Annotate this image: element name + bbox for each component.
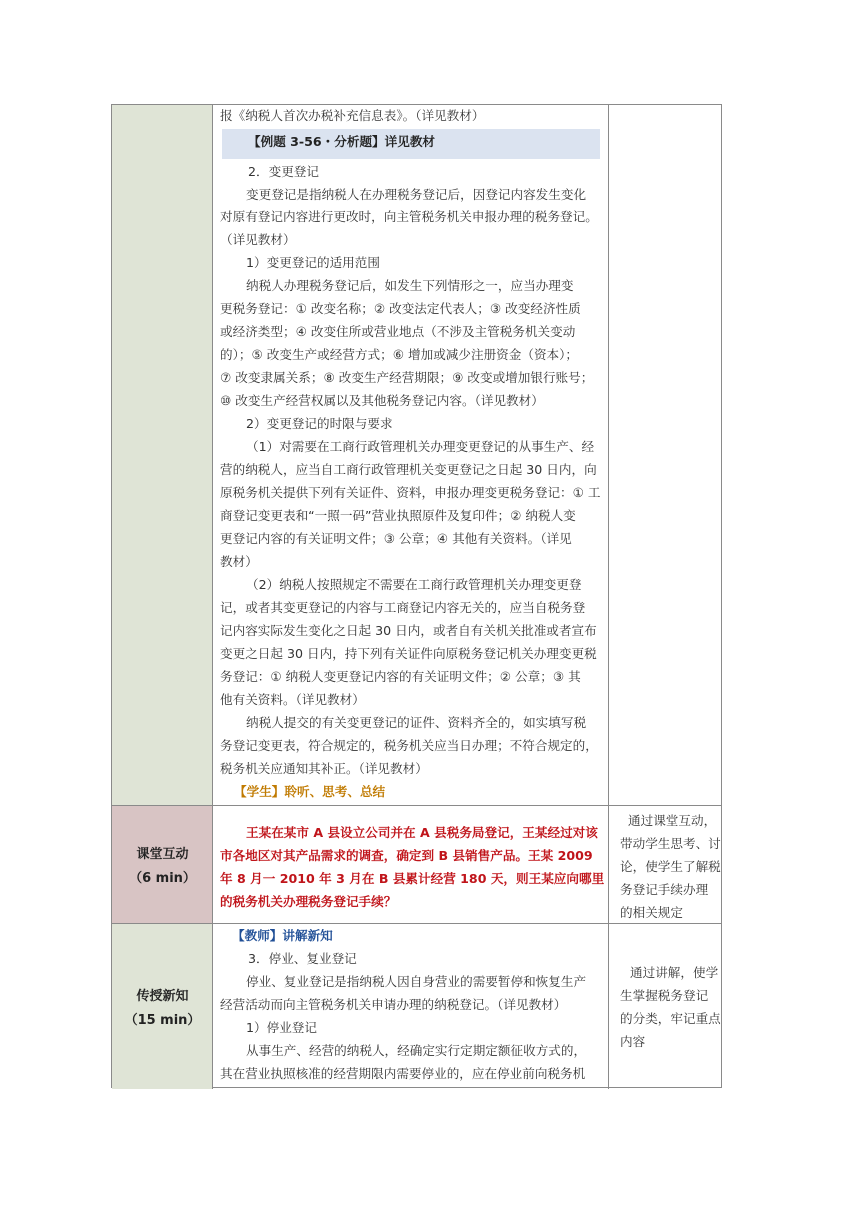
interaction-duration: （6 min）: [129, 871, 196, 886]
teaching-purpose-line: 内容: [620, 1034, 646, 1049]
content-line: 教材）: [220, 554, 258, 569]
content-line: 纳税人办理税务登记后，如发生下列情形之一，应当办理变: [246, 278, 574, 293]
content-line: 报《纳税人首次办税补充信息表》。（详见教材）: [220, 108, 485, 123]
row-label-cell: [112, 105, 213, 805]
student-note: 【学生】聆听、思考、总结: [234, 784, 386, 799]
teaching-line: 其在营业执照核准的经营期限内需要停业的，应在停业前向税务机: [220, 1066, 586, 1081]
content-line: 2．变更登记: [248, 164, 319, 179]
question-line: 年 8 月一 2010 年 3 月在 B 县累计经营 180 天，则王某应向哪里: [220, 871, 605, 886]
content-line: （详见教材）: [220, 232, 296, 247]
interaction-label: 课堂互动: [136, 847, 189, 862]
content-line: （1）对需要在工商行政管理机关办理变更登记的从事生产、经: [246, 439, 595, 454]
teaching-duration: （15 min）: [124, 1013, 201, 1028]
content-line: 对原有登记内容进行更改时，向主管税务机关申报办理的税务登记。: [220, 209, 598, 224]
purpose-cell: [609, 105, 721, 805]
content-line: 或经济类型；④ 改变住所或营业地点（不涉及主管税务机关变动: [220, 324, 576, 339]
content-line: 的）；⑤ 改变生产或经营方式；⑥ 增加或减少注册资金（资本）；: [220, 347, 579, 362]
teaching-line: 1）停业登记: [246, 1020, 317, 1035]
interaction-purpose-line: 论，使学生了解税: [620, 859, 721, 874]
content-line: 商登记变更表和“一照一码”营业执照原件及复印件；② 纳税人变: [220, 508, 576, 523]
content-line: （2）纳税人按照规定不需要在工商行政管理机关办理变更登: [246, 577, 582, 592]
content-line: 记，或者其变更登记的内容与工商登记内容无关的，应当自税务登: [220, 600, 586, 615]
teacher-note: 【教师】讲解新知: [232, 928, 333, 943]
content-line: 营的纳税人，应当自工商行政管理机关变更登记之日起 30 日内，向: [220, 462, 597, 477]
content-line: 务登记变更表，符合规定的，税务机关应当日办理；不符合规定的，: [220, 738, 598, 753]
content-line: 变更之日起 30 日内，持下列有关证件向原税务登记机关办理变更税: [220, 646, 597, 661]
question-line: 的税务机关办理税务登记手续？: [220, 894, 397, 909]
teaching-purpose-line: 生掌握税务登记: [620, 988, 709, 1003]
content-line: ⑩ 改变生产经营权属以及其他税务登记内容。（详见教材）: [220, 393, 544, 408]
content-line: 更税务登记：① 改变名称；② 改变法定代表人；③ 改变经济性质: [220, 301, 581, 316]
content-line: 税务机关应通知其补正。（详见教材）: [220, 761, 428, 776]
interaction-purpose-line: 带动学生思考、讨: [620, 836, 721, 851]
content-line: 原税务机关提供下列有关证件、资料，申报办理变更税务登记：① 工: [220, 485, 601, 500]
teaching-purpose-line: 的分类，牢记重点: [620, 1011, 721, 1026]
content-line: 他有关资料。（详见教材）: [220, 692, 365, 707]
teaching-label: 传授新知: [136, 989, 189, 1004]
example-title: 【例题 3-56・分析题】详见教材: [248, 134, 436, 149]
teaching-line: 停业、复业登记是指纳税人因自身营业的需要暂停和恢复生产: [246, 974, 587, 989]
teaching-line: 3．停业、复业登记: [248, 951, 357, 966]
content-line: 变更登记是指纳税人在办理税务登记后，因登记内容发生变化: [246, 187, 587, 202]
content-line: 2）变更登记的时限与要求: [246, 416, 393, 431]
teaching-line: 经营活动而向主管税务机关申请办理的纳税登记。（详见教材）: [220, 997, 567, 1012]
content-line: 1）变更登记的适用范围: [246, 255, 380, 270]
content-line: 更登记内容的有关证明文件；③ 公章；④ 其他有关资料。（详见: [220, 531, 572, 546]
lesson-plan-table: [111, 104, 722, 1088]
content-line: 记内容实际发生变化之日起 30 日内，或者自有关机关批准或者宣布: [220, 623, 597, 638]
content-line: 务登记：① 纳税人变更登记内容的有关证明文件；② 公章；③ 其: [220, 669, 581, 684]
teaching-purpose-line: 通过讲解，使学: [630, 965, 719, 980]
teaching-line: 从事生产、经营的纳税人，经确定实行定期定额征收方式的，: [246, 1043, 587, 1058]
interaction-purpose-line: 通过课堂互动，: [628, 813, 717, 828]
content-line: ⑦ 改变隶属关系；⑧ 改变生产经营期限；⑨ 改变或增加银行账号；: [220, 370, 594, 385]
content-line: 纳税人提交的有关变更登记的证件、资料齐全的，如实填写税: [246, 715, 587, 730]
interaction-purpose-line: 的相关规定: [620, 905, 683, 920]
question-line: 市各地区对其产品需求的调查，确定到 B 县销售产品。王某 2009: [220, 848, 593, 863]
interaction-purpose-line: 务登记手续办理: [620, 882, 709, 897]
question-line: 王某在某市 A 县设立公司并在 A 县税务局登记，王某经过对该: [246, 825, 598, 840]
